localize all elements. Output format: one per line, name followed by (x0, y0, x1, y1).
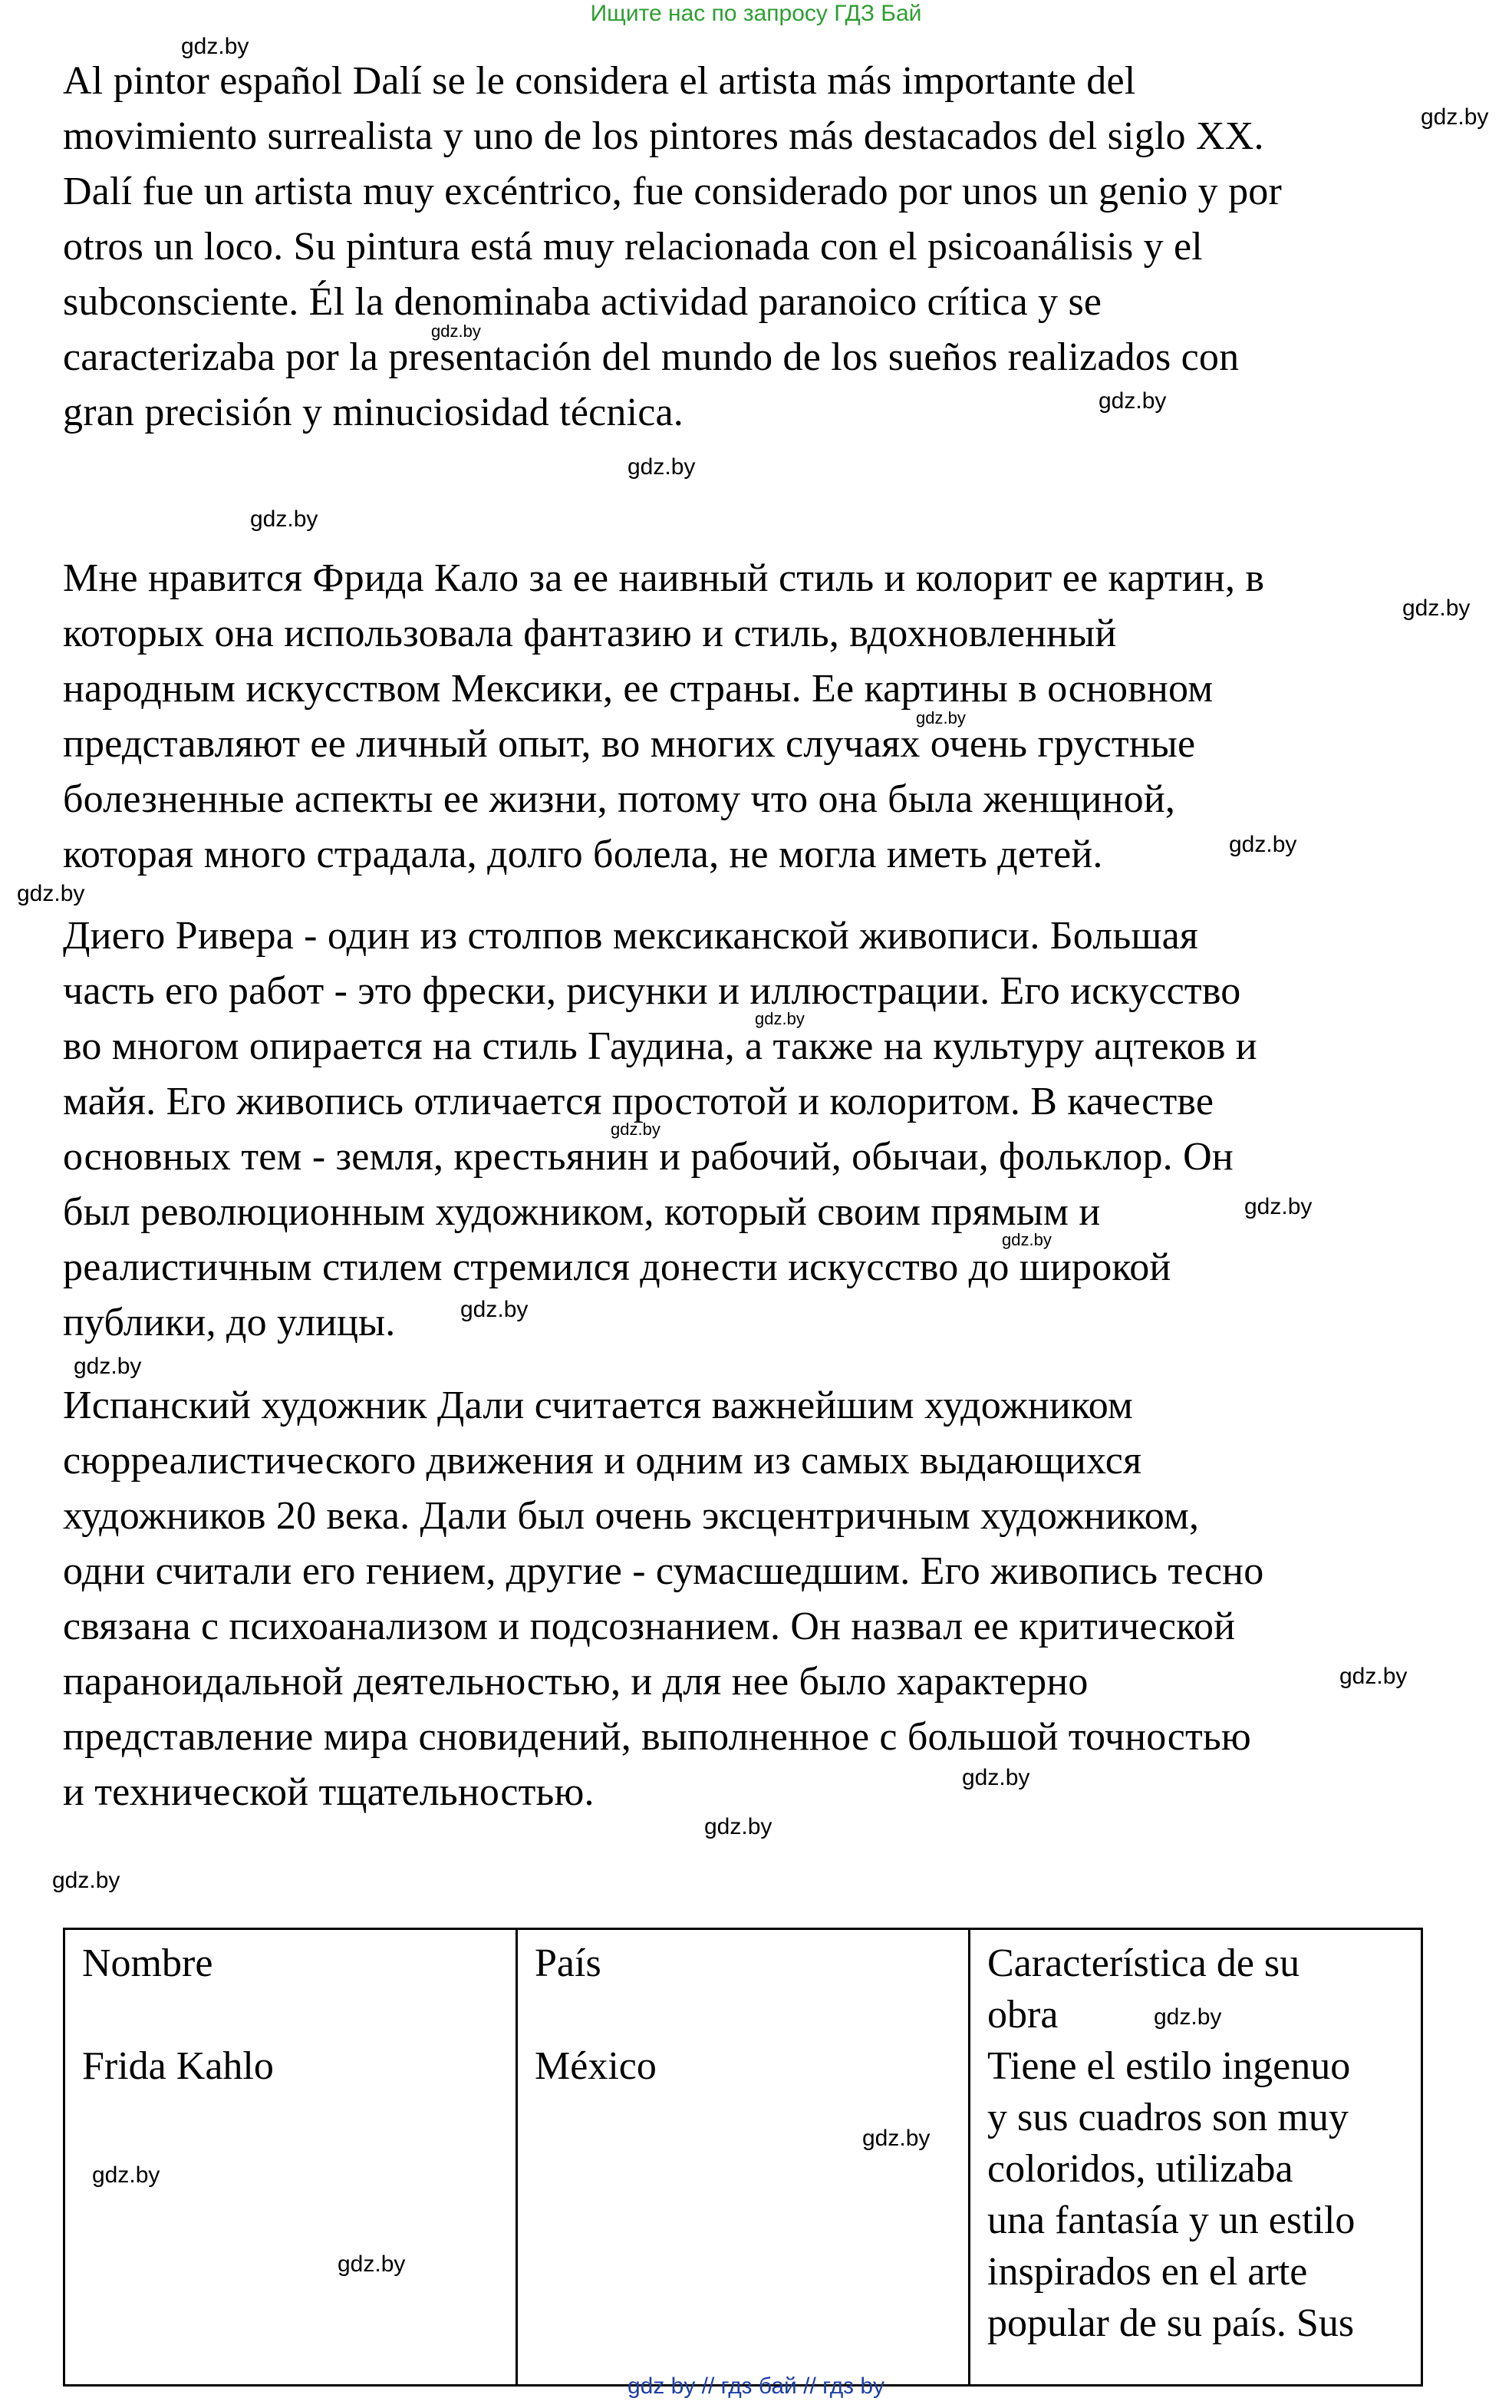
table-row (64, 1929, 1422, 2386)
watermark-text: gdz.by (338, 2251, 406, 2277)
watermark-text: gdz.by (1002, 1230, 1052, 1249)
table-value-feature: y sus cuadros son muy (987, 2096, 1349, 2139)
table-header-feature: Característica de su (987, 1941, 1300, 1985)
artist-table (63, 1928, 1423, 2387)
watermark-text: gdz.by (431, 322, 481, 341)
watermark-text: gdz.by (962, 1765, 1030, 1790)
watermark-text: gdz.by (74, 1354, 142, 1379)
table-value-feature: inspirados en el arte (987, 2250, 1308, 2294)
watermark-text: gdz.by (628, 454, 696, 480)
table-value-feature: Tiene el estilo ingenuo (987, 2044, 1351, 2088)
paragraph-line: реалистичным стилем стремился донести искусство до широкой (63, 1245, 1171, 1289)
table-cell-country (517, 1929, 970, 2386)
watermark-text: gdz.by (704, 1814, 772, 1839)
paragraph-dali-spanish (63, 54, 1444, 440)
paragraph-line: Мне нравится Фрида Кало за ее наивный стиль и колорит ее картин, в (63, 556, 1265, 600)
paragraph-line: и технической тщательностью. (63, 1770, 595, 1814)
paragraph-line: otros un loco. Su pintura está muy relacionada con el psicoanálisis y el (63, 225, 1203, 269)
paragraph-line: был революционным художником, который своим прямым и (63, 1190, 1101, 1234)
paragraph-line: movimiento surrealista y uno de los pintores más destacados del siglo XX. (63, 114, 1264, 158)
paragraph-line: майя. Его живопись отличается простотой и колоритом. В качестве (63, 1080, 1214, 1123)
watermark-text: gdz.by (17, 881, 85, 906)
paragraph-line: болезненные аспекты ее жизни, потому что она была женщиной, (63, 777, 1176, 821)
paragraph-line: одни считали его гением, другие - сумасшедшим. Его живопись тесно (63, 1549, 1264, 1593)
watermark-text: gdz.by (181, 34, 249, 59)
watermark-text: gdz.by (52, 1868, 120, 1893)
paragraph-line: которая много страдала, долго болела, не могла иметь детей. (63, 833, 1103, 876)
table-value-feature: popular de su país. Sus (987, 2301, 1355, 2345)
paragraph-line: subconsciente. Él la denominaba actividad paranoico crítica y se (63, 280, 1102, 324)
paragraph-line: публики, до улицы. (63, 1301, 396, 1344)
table-header-feature: obra (987, 1993, 1059, 2037)
watermark-text: gdz.by (92, 2162, 160, 2188)
watermark-text: gdz.by (1339, 1664, 1408, 1689)
table-cell-feature (970, 1929, 1422, 2386)
paragraph-line: связана с психоанализом и подсознанием. Он назвал ее критической (63, 1605, 1236, 1648)
paragraph-line: Dalí fue un artista muy excéntrico, fue considerado por unos un genio y por (63, 170, 1282, 213)
paragraph-line: Диего Ривера - один из столпов мексиканской живописи. Большая (63, 914, 1199, 958)
paragraph-dali-russian (63, 1378, 1444, 1820)
watermark-text: gdz.by (1154, 2004, 1222, 2030)
table-cell-name (64, 1929, 517, 2386)
paragraph-line: художников 20 века. Дали был очень эксцентричным художником, (63, 1494, 1200, 1538)
table-value-country: México (535, 2044, 657, 2088)
paragraph-line: представляют ее личный опыт, во многих случаях очень грустные (63, 722, 1196, 766)
paragraph-line: gran precisión y minuciosidad técnica. (63, 391, 684, 434)
watermark-text: gdz.by (862, 2126, 931, 2151)
table-value-name: Frida Kahlo (82, 2044, 274, 2088)
footer-links: gdz by // гдз бай // гдз by (627, 2373, 885, 2399)
top-banner: Ищите нас по запросу ГДЗ Бай (590, 1, 922, 26)
paragraph-line: caracterizaba por la presentación del mundo de los sueños realizados con (63, 335, 1240, 379)
paragraph-line: параноидальной деятельностью, и для нее было характерно (63, 1660, 1089, 1704)
watermark-text: gdz.by (1244, 1194, 1313, 1219)
watermark-text: gdz.by (250, 506, 318, 532)
table-value-feature: una fantasía y un estilo (987, 2199, 1356, 2242)
table-spacer (82, 1989, 516, 2040)
paragraph-line: основных тем - земля, крестьянин и рабочий, обычаи, фольклор. Он (63, 1135, 1234, 1179)
paragraph-rivera-russian (63, 909, 1444, 1351)
watermark-text: gdz.by (1402, 595, 1471, 621)
paragraph-line: часть его работ - это фрески, рисунки и иллюстрации. Его искусство (63, 969, 1241, 1013)
table-header-name: Nombre (82, 1941, 213, 1985)
table-value-feature: coloridos, utilizaba (987, 2147, 1293, 2191)
paragraph-line: Al pintor español Dalí se le considera el artista más importante del (63, 59, 1136, 103)
watermark-text: gdz.by (1229, 832, 1297, 857)
watermark-text: gdz.by (1099, 388, 1167, 414)
paragraph-line: Испанский художник Дали считается важнейшим художником (63, 1384, 1134, 1427)
watermark-text: gdz.by (611, 1120, 660, 1139)
watermark-text: gdz.by (755, 1009, 805, 1028)
watermark-text: gdz.by (916, 708, 966, 727)
watermark-text: gdz.by (460, 1297, 529, 1322)
paragraph-line: во многом опирается на стиль Гаудина, а также на культуру ацтеков и (63, 1024, 1257, 1068)
table-spacer (535, 1989, 968, 2040)
watermark-text: gdz.by (1421, 104, 1489, 130)
paragraph-line: народным искусством Мексики, ее страны. Ее картины в основном (63, 667, 1214, 711)
paragraph-line: сюрреалистического движения и одним из самых выдающихся (63, 1439, 1142, 1483)
paragraph-line: которых она использовала фантазию и стиль, вдохновленный (63, 612, 1117, 655)
table-header-country: País (535, 1941, 601, 1985)
paragraph-line: представление мира сновидений, выполненное с большой точностью (63, 1715, 1251, 1759)
